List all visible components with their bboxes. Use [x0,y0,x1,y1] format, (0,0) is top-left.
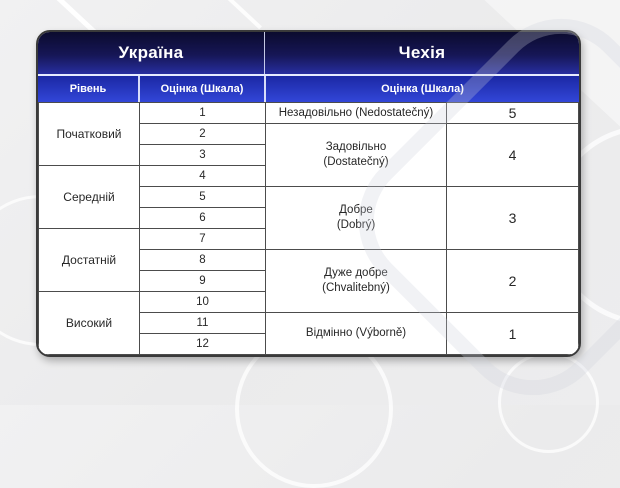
grades-table [38,102,579,355]
czech-grade-name-line: (Dobrý) [336,219,376,231]
czech-grade-value-cell: 2 [447,250,579,313]
czech-grade-name-cell [266,103,447,124]
grade-cell: 6 [140,208,266,229]
level-cell: Високий [39,292,140,355]
czech-grade-name-cell [266,313,447,355]
czech-grade-name-cell [266,124,447,187]
grade-cell: 1 [140,103,266,124]
ukraine-header: Україна [38,32,265,74]
grade-cell: 7 [140,229,266,250]
grade-cell: 8 [140,250,266,271]
country-header-row [38,32,579,74]
czech-grade-name-line: Добре [339,204,373,217]
column-header-row [38,76,579,102]
level-cell: Достатній [39,229,140,292]
czech-grade-name-line: Відмінно (Výborně) [305,327,407,340]
circle-outline-decoration [498,352,599,453]
czech-grade-name-cell [266,187,447,250]
grading-comparison-table [36,30,581,357]
czech-grade-name-cell [266,250,447,313]
czech-grade-value-cell: 3 [447,187,579,250]
czechia-header: Чехія [398,43,446,62]
level-cell: Середній [39,166,140,229]
grade-cell: 12 [140,334,266,355]
czech-grade-value-cell: 5 [447,103,579,124]
czech-grade-name-line: Дуже добре [324,267,388,280]
grade-cell: 9 [140,271,266,292]
grade-cell: 10 [140,292,266,313]
czech-grade-value-cell: 1 [447,313,579,355]
level-cell: Початковий [39,103,140,166]
grade-cell: 3 [140,145,266,166]
czech-grade-value-cell: 4 [447,124,579,187]
level-column-header: Рівень [38,76,140,102]
czech-grade-name-line: (Dostatečný) [323,156,389,168]
czech-grade-name-line: Незадовільно (Nedostatečný) [278,106,434,119]
diagonal-streak-decoration [208,0,262,29]
czechia-scale-column-header: Оцінка (Шкала) [381,83,464,95]
ukraine-scale-column-header: Оцінка (Шкала) [140,76,266,102]
czech-grade-name-line: Задовільно [325,141,387,154]
grade-cell: 11 [140,313,266,334]
table-row [39,103,579,124]
grade-cell: 2 [140,124,266,145]
grade-cell: 5 [140,187,266,208]
grade-cell: 4 [140,166,266,187]
czech-grade-name-line: (Chvalitebný) [322,282,390,294]
